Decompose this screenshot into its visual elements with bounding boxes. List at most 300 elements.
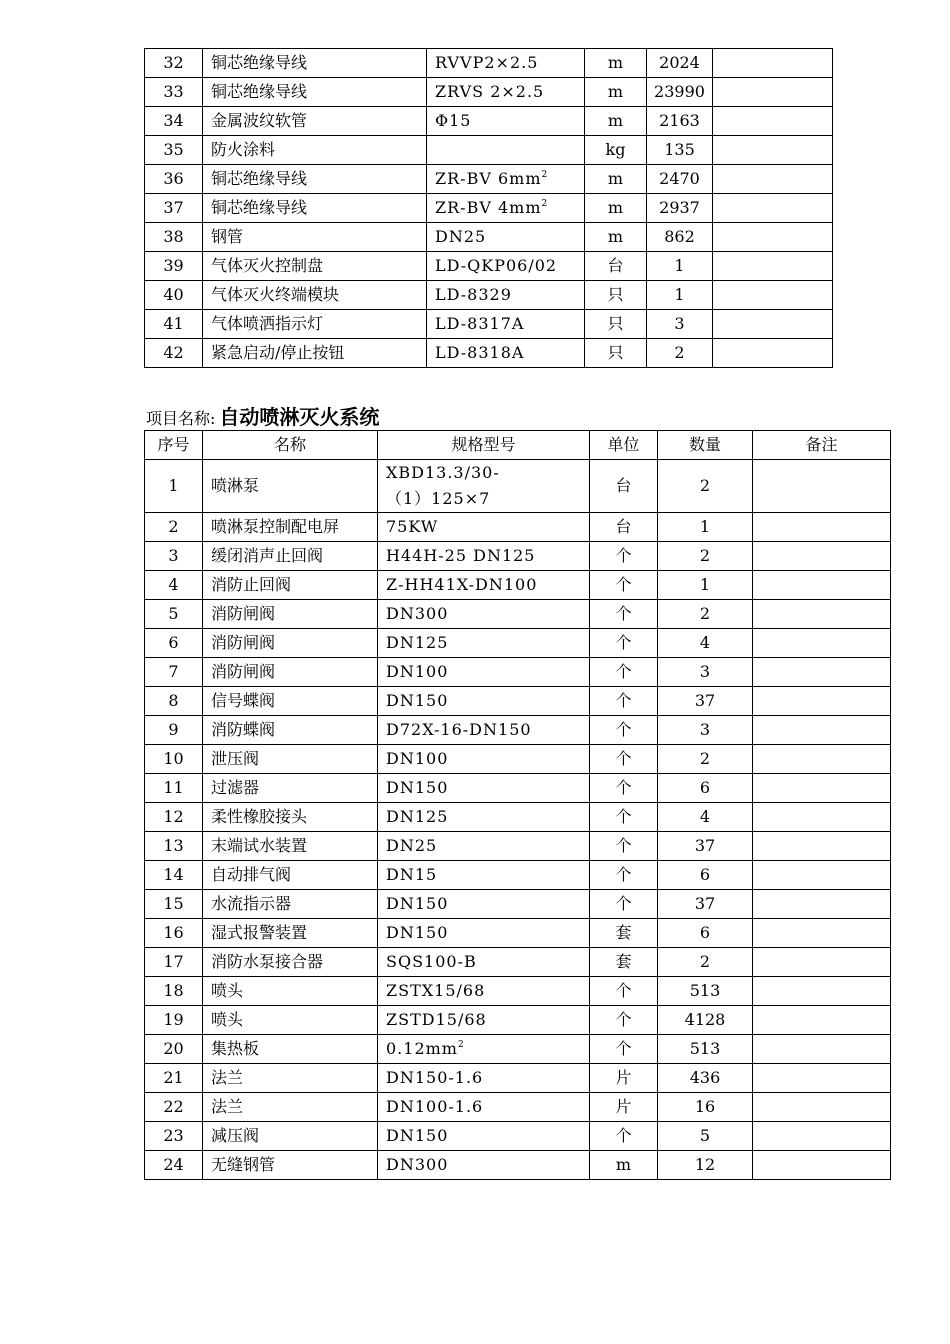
cell-spec xyxy=(378,803,590,832)
cell-name xyxy=(203,861,378,890)
cell-no xyxy=(145,223,203,252)
cell-unit xyxy=(590,658,658,687)
header-unit: 单位 xyxy=(590,431,658,460)
cell-no-text: 17 xyxy=(163,952,184,971)
cell-name-text: 末端试水装置 xyxy=(211,836,308,855)
cell-qty xyxy=(658,1035,753,1064)
cell-no-text: 33 xyxy=(163,82,184,101)
cell-spec-superscript: 2 xyxy=(541,170,549,180)
cell-note xyxy=(753,977,891,1006)
cell-name-text: 消防闸阀 xyxy=(211,604,276,623)
header-note: 备注 xyxy=(753,431,891,460)
cell-spec-text: DN150 xyxy=(386,1126,449,1145)
cell-unit-text: 个 xyxy=(615,1039,632,1058)
cell-no-text: 42 xyxy=(163,343,184,362)
cell-qty xyxy=(647,252,713,281)
cell-spec-text: DN150 xyxy=(386,691,449,710)
table-row xyxy=(145,1122,891,1151)
cell-unit-text: 个 xyxy=(615,720,632,739)
cell-no-text: 15 xyxy=(163,894,184,913)
cell-name-text: 喷头 xyxy=(211,1010,244,1029)
cell-unit xyxy=(585,310,647,339)
cell-note xyxy=(713,310,833,339)
cell-name-text: 过滤器 xyxy=(211,778,260,797)
cell-name-text: 铜芯绝缘导线 xyxy=(211,169,308,188)
section-name: 自动喷淋灭火系统 xyxy=(219,405,380,429)
cell-name-text: 消防止回阀 xyxy=(211,575,292,594)
cell-name-text: 消防水泵接合器 xyxy=(211,952,324,971)
cell-spec xyxy=(427,339,585,368)
cell-note xyxy=(753,1035,891,1064)
cell-spec xyxy=(378,1006,590,1035)
cell-name: 喷淋泵 xyxy=(203,460,378,513)
cell-spec-text: DN15 xyxy=(386,865,438,884)
cell-qty-text: 1 xyxy=(674,256,685,275)
cell-no-text: 19 xyxy=(163,1010,184,1029)
cell-spec xyxy=(427,107,585,136)
cell-unit-text: 个 xyxy=(615,546,632,565)
cell-note xyxy=(753,658,891,687)
cell-unit-text: 个 xyxy=(615,894,632,913)
cell-spec xyxy=(378,832,590,861)
cell-spec-text: H44H-25 DN125 xyxy=(386,546,536,565)
cell-name-text: 紧急启动/停止按钮 xyxy=(211,343,345,362)
cell-note xyxy=(753,571,891,600)
cell-spec xyxy=(378,1035,590,1064)
table-row xyxy=(145,571,891,600)
cell-no-text: 10 xyxy=(163,749,184,768)
cell-no-text: 4 xyxy=(168,575,179,594)
cell-name xyxy=(203,890,378,919)
cell-spec xyxy=(427,165,585,194)
cell-no xyxy=(145,687,203,716)
cell-qty-text: 3 xyxy=(674,314,685,333)
cell-unit-text: 个 xyxy=(615,575,632,594)
cell-unit: 台 xyxy=(590,460,658,513)
header-no: 序号 xyxy=(145,431,203,460)
cell-qty xyxy=(658,1006,753,1035)
cell-note xyxy=(753,1122,891,1151)
cell-unit-text: 只 xyxy=(607,343,624,362)
table-row xyxy=(145,1093,891,1122)
sprinkler-system-table xyxy=(144,430,891,1180)
cell-unit-text: 台 xyxy=(607,256,624,275)
cell-note xyxy=(713,165,833,194)
cell-no xyxy=(145,600,203,629)
table-row xyxy=(145,890,891,919)
cell-name xyxy=(203,339,427,368)
cell-note xyxy=(753,803,891,832)
cell-no xyxy=(145,542,203,571)
cell-no-text: 36 xyxy=(163,169,184,188)
cell-no-text: 14 xyxy=(163,865,184,884)
cell-qty xyxy=(647,194,713,223)
table-row xyxy=(145,600,891,629)
cell-name-text: 法兰 xyxy=(211,1097,244,1116)
cell-name xyxy=(203,658,378,687)
table-row xyxy=(145,542,891,571)
cell-unit xyxy=(590,803,658,832)
cell-no-text: 24 xyxy=(163,1155,184,1174)
cell-qty-text: 4 xyxy=(699,807,711,826)
cell-name xyxy=(203,716,378,745)
cell-name-text: 自动排气阀 xyxy=(211,865,292,884)
cell-name-text: 铜芯绝缘导线 xyxy=(211,198,308,217)
cell-spec xyxy=(378,977,590,1006)
cell-name xyxy=(203,1035,378,1064)
materials-table-body xyxy=(145,49,833,368)
cell-spec xyxy=(427,252,585,281)
cell-name xyxy=(203,310,427,339)
cell-unit xyxy=(590,1006,658,1035)
cell-qty xyxy=(647,136,713,165)
cell-spec xyxy=(378,571,590,600)
cell-qty-text: 6 xyxy=(699,923,711,942)
cell-qty xyxy=(658,687,753,716)
cell-qty xyxy=(658,1064,753,1093)
spec-line-1: XBD13.3/30- xyxy=(386,463,500,482)
cell-name-text: 减压阀 xyxy=(211,1126,260,1145)
cell-name xyxy=(203,1151,378,1180)
cell-unit-text: 个 xyxy=(615,865,632,884)
cell-no xyxy=(145,78,203,107)
cell-name xyxy=(203,165,427,194)
cell-qty xyxy=(658,832,753,861)
cell-name xyxy=(203,919,378,948)
cell-qty xyxy=(658,745,753,774)
cell-qty-text: 1 xyxy=(699,517,711,536)
cell-qty-text: 3 xyxy=(699,720,711,739)
cell-qty-text: 513 xyxy=(689,981,721,1000)
cell-name xyxy=(203,542,378,571)
cell-name xyxy=(203,136,427,165)
cell-spec-text: DN125 xyxy=(386,807,449,826)
cell-qty-text: 16 xyxy=(694,1097,716,1116)
cell-note xyxy=(753,687,891,716)
cell-note xyxy=(753,832,891,861)
cell-unit xyxy=(590,774,658,803)
cell-no xyxy=(145,774,203,803)
section-title xyxy=(146,404,379,432)
cell-qty-text: 12 xyxy=(694,1155,716,1174)
cell-no-text: 40 xyxy=(163,285,184,304)
table-row xyxy=(145,513,891,542)
cell-no-text: 6 xyxy=(168,633,179,652)
cell-name-text: 钢管 xyxy=(211,227,244,246)
cell-name-text: 金属波纹软管 xyxy=(211,111,308,130)
materials-table-continued xyxy=(144,48,833,368)
cell-note xyxy=(753,1093,891,1122)
cell-qty-text: 513 xyxy=(689,1039,721,1058)
cell-name xyxy=(203,600,378,629)
cell-unit-text: 个 xyxy=(615,1010,632,1029)
cell-spec-text: LD-8317A xyxy=(435,314,525,333)
cell-unit-text: m xyxy=(607,82,624,101)
cell-name xyxy=(203,281,427,310)
cell-spec-text: DN25 xyxy=(435,227,487,246)
cell-spec xyxy=(378,948,590,977)
cell-no xyxy=(145,977,203,1006)
cell-spec-text: DN150 xyxy=(386,778,449,797)
cell-no-text: 35 xyxy=(163,140,184,159)
table-row xyxy=(145,948,891,977)
cell-name xyxy=(203,1006,378,1035)
cell-spec-superscript: 2 xyxy=(457,1040,465,1050)
cell-unit-text: 个 xyxy=(615,662,632,681)
cell-qty xyxy=(658,542,753,571)
cell-name xyxy=(203,803,378,832)
cell-name xyxy=(203,977,378,1006)
cell-name xyxy=(203,223,427,252)
cell-no xyxy=(145,1093,203,1122)
cell-qty-text: 2024 xyxy=(659,53,700,72)
cell-qty-text: 4128 xyxy=(684,1010,726,1029)
cell-qty xyxy=(647,165,713,194)
cell-name-text: 泄压阀 xyxy=(211,749,260,768)
cell-spec xyxy=(378,1122,590,1151)
cell-qty xyxy=(658,658,753,687)
table-row xyxy=(145,339,833,368)
cell-spec-text: DN150 xyxy=(386,923,449,942)
cell-unit-text: 个 xyxy=(615,1126,632,1145)
table-row xyxy=(145,745,891,774)
cell-name xyxy=(203,1093,378,1122)
cell-spec-text: DN150-1.6 xyxy=(386,1068,484,1087)
cell-unit-text: 套 xyxy=(615,952,632,971)
cell-no xyxy=(145,1122,203,1151)
cell-note xyxy=(753,1151,891,1180)
cell-note xyxy=(753,774,891,803)
cell-spec-text: D72X-16-DN150 xyxy=(386,720,532,739)
cell-spec xyxy=(427,310,585,339)
cell-no-text: 8 xyxy=(168,691,179,710)
cell-no-text: 22 xyxy=(163,1097,184,1116)
cell-name-text: 防火涂料 xyxy=(211,140,276,159)
cell-note xyxy=(713,281,833,310)
cell-spec-text: DN100-1.6 xyxy=(386,1097,484,1116)
cell-no xyxy=(145,513,203,542)
cell-name-text: 喷头 xyxy=(211,981,244,1000)
cell-no xyxy=(145,1151,203,1180)
table-row xyxy=(145,919,891,948)
cell-spec-text: SQS100-B xyxy=(386,952,477,971)
table-header-row xyxy=(145,431,891,460)
cell-qty-text: 37 xyxy=(694,691,716,710)
cell-unit xyxy=(585,252,647,281)
cell-spec xyxy=(378,513,590,542)
cell-name-text: 消防闸阀 xyxy=(211,662,276,681)
cell-unit xyxy=(590,687,658,716)
table-row xyxy=(145,136,833,165)
cell-spec xyxy=(427,78,585,107)
cell-qty-text: 5 xyxy=(699,1126,711,1145)
cell-unit xyxy=(590,513,658,542)
cell-name xyxy=(203,832,378,861)
cell-name-text: 气体喷洒指示灯 xyxy=(211,314,324,333)
cell-no xyxy=(145,107,203,136)
cell-spec xyxy=(378,890,590,919)
cell-name-text: 气体灭火终端模块 xyxy=(211,285,340,304)
cell-unit-text: 个 xyxy=(615,981,632,1000)
cell-spec-text: DN25 xyxy=(386,836,438,855)
cell-name xyxy=(203,1122,378,1151)
cell-note xyxy=(713,223,833,252)
cell-unit xyxy=(585,339,647,368)
cell-qty-text: 135 xyxy=(664,140,695,159)
table-row xyxy=(145,658,891,687)
cell-note xyxy=(713,78,833,107)
cell-unit-text: 套 xyxy=(615,923,632,942)
cell-unit xyxy=(585,136,647,165)
table-row xyxy=(145,223,833,252)
cell-spec xyxy=(378,600,590,629)
table-row xyxy=(145,78,833,107)
cell-name-text: 湿式报警装置 xyxy=(211,923,308,942)
cell-name-text: 集热板 xyxy=(211,1039,260,1058)
cell-spec xyxy=(378,658,590,687)
cell-name-text: 无缝钢管 xyxy=(211,1155,276,1174)
cell-unit xyxy=(590,977,658,1006)
cell-note xyxy=(753,861,891,890)
cell-spec-text: ZSTX15/68 xyxy=(386,981,486,1000)
cell-name-text: 法兰 xyxy=(211,1068,244,1087)
cell-spec xyxy=(378,1093,590,1122)
cell-spec-superscript: 2 xyxy=(541,199,549,209)
cell-qty-text: 37 xyxy=(694,894,716,913)
cell-no xyxy=(145,281,203,310)
cell-qty-text: 2937 xyxy=(659,198,700,217)
cell-unit xyxy=(590,948,658,977)
cell-name-text: 缓闭消声止回阀 xyxy=(211,546,324,565)
cell-qty-text: 2 xyxy=(699,604,711,623)
cell-spec-text: DN100 xyxy=(386,749,449,768)
cell-name xyxy=(203,49,427,78)
cell-no xyxy=(145,861,203,890)
cell-no-text: 37 xyxy=(163,198,184,217)
cell-spec-text: ZR-BV 4mm xyxy=(435,198,542,217)
cell-note xyxy=(713,339,833,368)
cell-no xyxy=(145,803,203,832)
cell-unit-text: m xyxy=(607,198,624,217)
cell-name xyxy=(203,194,427,223)
cell-unit-text: 个 xyxy=(615,807,632,826)
table-row xyxy=(145,165,833,194)
cell-qty xyxy=(658,716,753,745)
cell-name-text: 铜芯绝缘导线 xyxy=(211,82,308,101)
cell-unit-text: 只 xyxy=(607,314,624,333)
cell-spec-text: LD-8318A xyxy=(435,343,525,362)
cell-unit xyxy=(585,165,647,194)
cell-qty xyxy=(647,78,713,107)
cell-no xyxy=(145,136,203,165)
cell-unit-text: m xyxy=(607,227,624,246)
cell-qty-text: 2 xyxy=(699,749,711,768)
cell-name-text: 信号蝶阀 xyxy=(211,691,276,710)
cell-unit-text: 个 xyxy=(615,836,632,855)
cell-no xyxy=(145,571,203,600)
cell-spec xyxy=(378,1064,590,1093)
cell-qty-text: 2163 xyxy=(659,111,700,130)
cell-qty xyxy=(647,223,713,252)
cell-spec xyxy=(378,542,590,571)
cell-unit xyxy=(585,49,647,78)
cell-no-text: 12 xyxy=(163,807,184,826)
cell-unit-text: 个 xyxy=(615,778,632,797)
cell-qty-text: 6 xyxy=(699,865,711,884)
cell-unit-text: 个 xyxy=(615,691,632,710)
cell-note xyxy=(753,745,891,774)
cell-name xyxy=(203,948,378,977)
cell-note xyxy=(753,948,891,977)
cell-unit xyxy=(585,281,647,310)
cell-unit-text: 台 xyxy=(615,517,632,536)
cell-spec xyxy=(378,629,590,658)
cell-qty xyxy=(647,339,713,368)
cell-note xyxy=(713,107,833,136)
cell-qty xyxy=(647,310,713,339)
cell-qty-text: 3 xyxy=(699,662,711,681)
cell-no-text: 7 xyxy=(168,662,179,681)
cell-no-text: 21 xyxy=(163,1068,184,1087)
cell-qty xyxy=(658,803,753,832)
cell-no xyxy=(145,1006,203,1035)
cell-no xyxy=(145,1064,203,1093)
cell-unit-text: 个 xyxy=(615,749,632,768)
cell-qty-text: 23990 xyxy=(654,82,705,101)
cell-spec-text: DN100 xyxy=(386,662,449,681)
table-row xyxy=(145,687,891,716)
cell-unit-text: 片 xyxy=(615,1097,632,1116)
cell-qty xyxy=(658,1122,753,1151)
cell-no-text: 2 xyxy=(168,517,179,536)
cell-note xyxy=(753,629,891,658)
cell-no xyxy=(145,919,203,948)
table-row xyxy=(145,49,833,78)
cell-no-text: 16 xyxy=(163,923,184,942)
table-row xyxy=(145,629,891,658)
cell-unit xyxy=(590,890,658,919)
cell-spec xyxy=(427,281,585,310)
cell-no xyxy=(145,629,203,658)
header-name: 名称 xyxy=(203,431,378,460)
cell-qty xyxy=(647,107,713,136)
cell-note xyxy=(713,49,833,78)
cell-qty xyxy=(658,513,753,542)
cell-spec xyxy=(378,774,590,803)
cell-qty-text: 1 xyxy=(674,285,685,304)
cell-unit-text: m xyxy=(607,111,624,130)
cell-unit xyxy=(590,542,658,571)
cell-qty-text: 2470 xyxy=(659,169,700,188)
section-label: 项目名称: xyxy=(146,409,216,428)
sprinkler-table-body xyxy=(145,460,891,1180)
cell-name-text: 消防蝶阀 xyxy=(211,720,276,739)
cell-name xyxy=(203,774,378,803)
cell-unit xyxy=(585,78,647,107)
cell-unit xyxy=(585,107,647,136)
table-row xyxy=(145,774,891,803)
cell-no-text: 34 xyxy=(163,111,184,130)
cell-no-text: 23 xyxy=(163,1126,184,1145)
cell-unit xyxy=(585,223,647,252)
cell-name xyxy=(203,78,427,107)
cell-spec-text: 75KW xyxy=(386,517,439,536)
cell-note xyxy=(753,513,891,542)
cell-no xyxy=(145,49,203,78)
table-row xyxy=(145,194,833,223)
cell-note xyxy=(753,919,891,948)
cell-name xyxy=(203,687,378,716)
